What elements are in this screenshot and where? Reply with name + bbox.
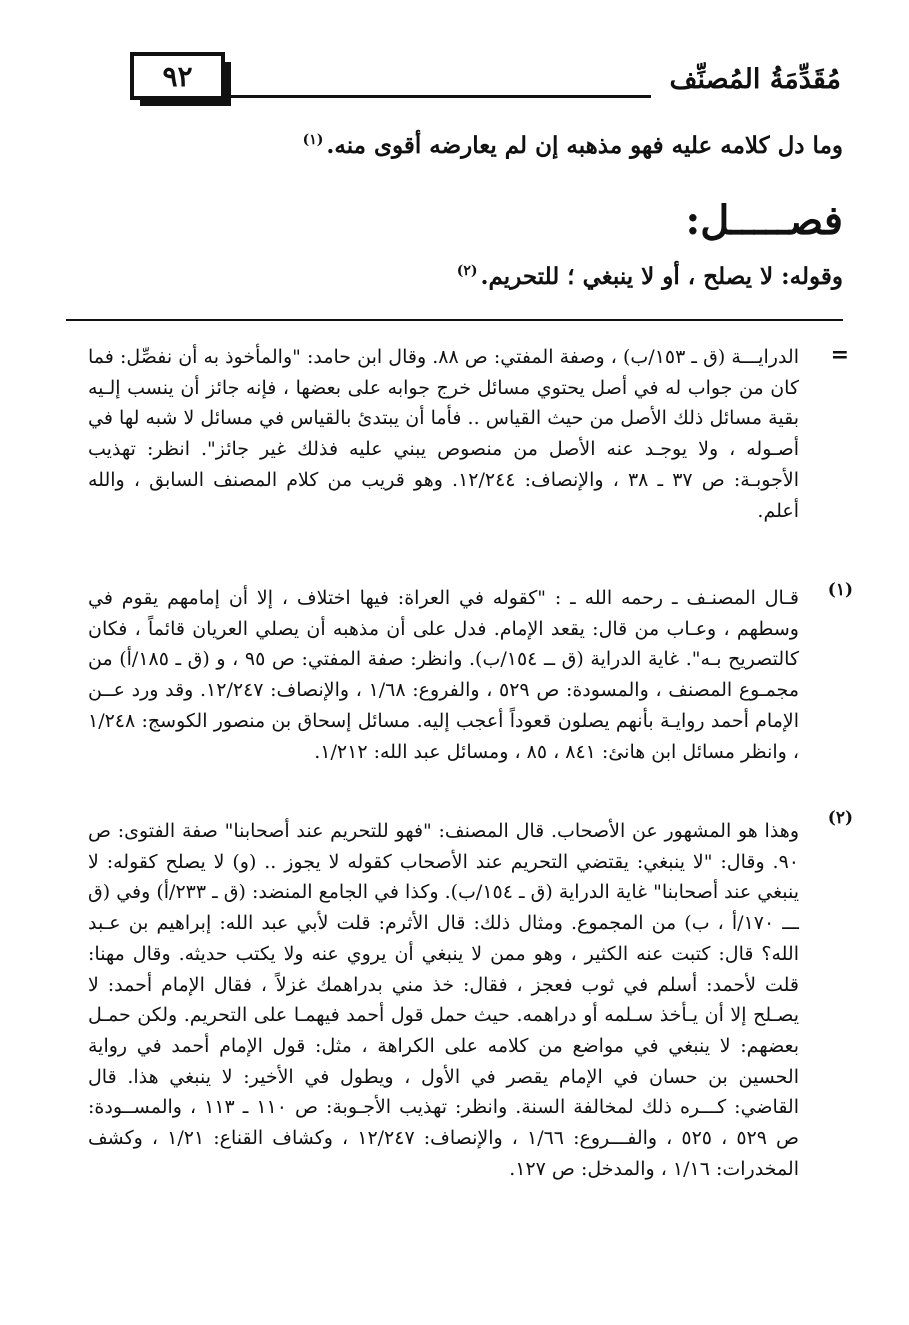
footnote-2-text: وهذا هو المشهور عن الأصحاب. قال المصنف: "فهو للتحريم عند أصحابنا" صفة الفتوى: ص ٩٠. وقال: "لا ينبغي: يقتضي التحريم عند الأصحاب كقوله لا يجوز .. (و) لا يصلح كقوله: لا ينبغي عند أصحابنا" غاية الدراية (ق ـ ١٥٤/ب). وكذا في الجامع المنضد: (ق ـ ٢٣٣/أ) وفي (ق ـــ ١٧٠/أ ، ب) من المجموع. ومثال ذلك: قال الأثرم: قلت لأبي عبد الله: إبراهيم بن عـبد الله؟ قال: كتبت عنه الكثير ، وهو ممن لا ينبغي أن يروي عنه ولا يكتب حديثه. وقال مهنا: قلت لأحمد: أسلم في ثوب فعجز ، فقال: خذ مني بدراهمك غزلاً ، فقال الإمام أحمد: لا يصـلح إلا أن يـأخذ سـلمه أو دراهمه. حيث حمل قول أحمد فيهمـا على التحريم. ولكن حمـل بعضهم: لا ينبغي في مواضع من كلامه على الكراهة ، مثل: قول الإمام أحمد في رواية الحسين بن حسان في الإمام يقصر في الأول ، ويطول في الأخير: لا ينبغي هذا. قال القاضي: كـــره ذلك لمخالفة السنة. وانظر: تهذيب الأجـوبة: ص ١١٠ ـ ١١٣ ، والمســودة: ص ٥٢٩ ، ٥٢٥ ، والفـــروع: ١/٦٦ ، والإنصاف: ١٢/٢٤٧ ، وكشاف القناع: ١/٢١ ، وكشف المخدرات: ١/١٦ ، والمدخل: ص ١٢٧. (88, 820, 800, 1180)
body-line-1-text: وما دل كلامه عليه فهو مذهبه إن لم يعارضه أقوى منه. (326, 132, 843, 159)
body-line-2 (457, 263, 843, 290)
header-rule (230, 95, 651, 98)
page-number: ٩٢ (162, 59, 193, 93)
page-number-box (130, 52, 225, 100)
footnote-1-text: قـال المصنـف ـ رحمه الله ـ : "كقوله في العراة: فيها اختلاف ، إلا أن إمامهم يقوم في وسطهم ، وعـاب من قال: يقعد الإمام. فدل على أن مذهبه أن يصلي العريان قائماً ، فكان كالتصريح بـه". غاية الدراية (ق ــ ١٥٤/ب). وانظر: صفة المفتي: ص ٩٥ ، و (ق ـ ١٨٥/أ) من مجمـوع المصنف ، والمسودة: ص ٥٢٩ ، والفروع: ١/٦٨ ، والإنصاف: ١٢/٢٤٧. وقد ورد عــن الإمام أحمد روايـة بأنهم يصلون قعوداً أعجب إليه. مسائل إسحاق بن منصور الكوسج: ١/٢٤٨ ، وانظر مسائل ابن هانئ: ٨٤١ ، ٨٥ ، ومسائل عبد الله: ١/٢١٢. (88, 587, 800, 763)
footnote-2-marker: (٢) (827, 808, 853, 828)
footnote-ref-1: (١) (302, 132, 324, 149)
footnote-ref-2: (٢) (456, 263, 478, 280)
footnote-divider (66, 319, 843, 321)
footnote-1 (88, 583, 799, 767)
footnote-2 (88, 816, 799, 1184)
running-title: مُقَدِّمَةُ المُصنِّف (669, 64, 841, 95)
footnote-continuation-mark: = (830, 342, 849, 368)
body-line-2-text: وقوله: لا يصلح ، أو لا ينبغي ؛ للتحريم. (480, 263, 843, 290)
footnote-1-marker: (١) (827, 580, 853, 600)
body-line-1 (303, 132, 843, 159)
section-heading: فصـــــل: (685, 197, 843, 244)
footnote-continuation (88, 342, 799, 526)
footnote-continuation-text: الدرايـــة (ق ـ ١٥٣/ب) ، وصفة المفتي: ص ٨٨. وقال ابن حامد: "والمأخوذ به أن نفصِّل: فما كان من جواب له في أصل يحتوي مسائل خرج جوابه على بعضها ، فإنه جائز أن ينسب إلـيه بقية مسائل ذلك الأصل من حيث القياس .. فأما أن يبتدئ بالقياس في مسائل لا شبه لها في أصـوله ، ولا يوجـد عنه الأصل من منصوص يبني عليه فذلك غير جائز". انظر: تهذيب الأجوبـة: ص ٣٧ ـ ٣٨ ، والإنصاف: ١٢/٢٤٤. وهو قريب من كلام المصنف السابق ، والله أعلم. (88, 346, 799, 522)
